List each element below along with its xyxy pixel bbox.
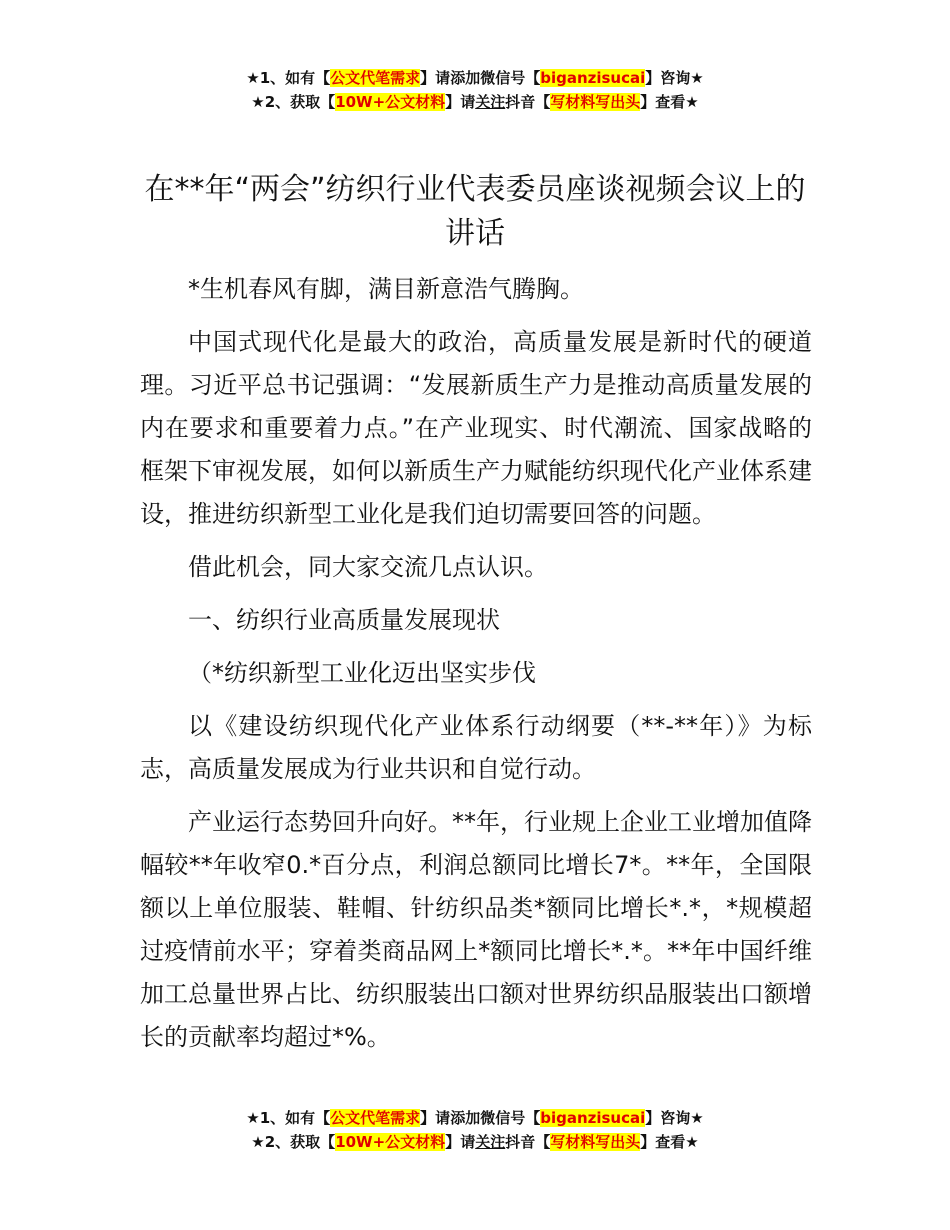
banner-highlight: 10W+公文材料 <box>335 93 446 111</box>
banner-line-2 <box>0 90 950 114</box>
document-body <box>140 268 812 1069</box>
paragraph: 以《建设纺织现代化产业体系行动纲要（**-**年）》为标志，高质量发展成为行业共识和自觉行动。 <box>140 712 812 783</box>
paragraph: *生机春风有脚，满目新意浩气腾胸。 <box>188 275 584 303</box>
banner-line-1 <box>0 66 950 90</box>
banner-text: ★1、如有【 <box>246 69 331 87</box>
document-title: 在**年“两会”纺织行业代表委员座谈视频会议上的讲话 <box>144 172 806 251</box>
banner-underlined: 关注 <box>475 1133 506 1151</box>
banner-underlined: 关注 <box>475 93 506 111</box>
paragraph: 中国式现代化是最大的政治，高质量发展是新时代的硬道理。习近平总书记强调：“发展新质生产力是推动高质量发展的内在要求和重要着力点。”在产业现实、时代潮流、国家战略的框架下审视发展，如何以新质生产力赋能纺织现代化产业体系建设，推进纺织新型工业化是我们迫切需要回答的问题。 <box>140 328 812 528</box>
banner-text: 】请 <box>420 69 451 87</box>
banner-line-2 <box>0 1130 950 1154</box>
banner-text: 】查看★ <box>640 93 699 111</box>
subsection-heading: （*纺织新型工业化迈出坚实步伐 <box>188 659 536 687</box>
banner-highlight: 公文代笔需求 <box>330 69 421 87</box>
banner-text: 】请 <box>445 93 476 111</box>
footer-banner <box>0 1106 950 1154</box>
banner-text: 】查看★ <box>640 1133 699 1151</box>
banner-text: 】请 <box>420 1109 451 1127</box>
banner-text: ★2、获取【 <box>251 1133 336 1151</box>
section-heading: 一、纺织行业高质量发展现状 <box>188 606 500 634</box>
banner-text: 微信号【 <box>480 69 541 87</box>
banner-line-1 <box>0 1106 950 1130</box>
header-banner <box>0 66 950 114</box>
banner-text: 抖音【 <box>505 93 551 111</box>
banner-highlight: 10W+公文材料 <box>335 1133 446 1151</box>
banner-highlight: biganzisucai <box>540 1109 646 1127</box>
banner-text: 】咨询★ <box>645 69 704 87</box>
banner-text: ★1、如有【 <box>246 1109 331 1127</box>
banner-highlight: 写材料写出头 <box>550 1133 641 1151</box>
banner-text: 微信号【 <box>480 1109 541 1127</box>
banner-text: 】咨询★ <box>645 1109 704 1127</box>
banner-highlight: biganzisucai <box>540 69 646 87</box>
paragraph: 产业运行态势回升向好。**年，行业规上企业工业增加值降幅较**年收窄0.*百分点，利润总额同比增长7*。**年，全国限额以上单位服装、鞋帽、针纺织品类*额同比增长*.*，*规模超过疫情前水平；穿着类商品网上*额同比增长*.*。**年中国纤维加工总量世界占比、纺织服装出口额对世界纺织品服装出口额增长的贡献率均超过*%。 <box>140 808 812 1051</box>
banner-text: 】请 <box>445 1133 476 1151</box>
banner-text: 添加 <box>450 1109 481 1127</box>
paragraph: 借此机会，同大家交流几点认识。 <box>188 553 548 581</box>
banner-text: 抖音【 <box>505 1133 551 1151</box>
banner-text: ★2、获取【 <box>251 93 336 111</box>
banner-highlight: 写材料写出头 <box>550 93 641 111</box>
banner-highlight: 公文代笔需求 <box>330 1109 421 1127</box>
banner-text: 添加 <box>450 69 481 87</box>
